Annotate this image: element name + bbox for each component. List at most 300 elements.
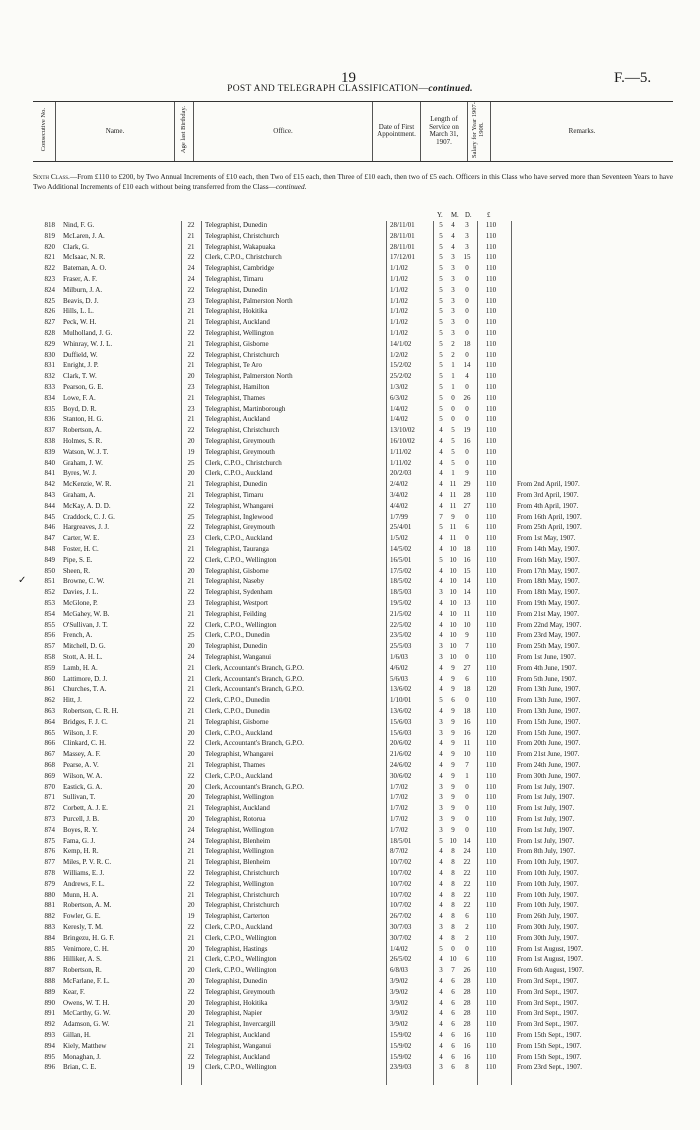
cell-no: 871: [44, 793, 55, 802]
cell-office: Clerk, C.P.O., Wellington: [205, 1063, 277, 1072]
cell-office: Clerk, C.P.O., Auckland: [205, 469, 273, 478]
cell-days: 0: [465, 458, 469, 467]
cell-no: 825: [44, 296, 55, 305]
cell-remarks: From 16th April, 1907.: [517, 512, 582, 521]
cell-days: 7: [465, 642, 469, 651]
cell-no: 863: [44, 707, 55, 715]
cell-remarks: From 13th June, 1907.: [517, 685, 581, 694]
cell-years: 5: [439, 242, 443, 251]
cell-office: Clerk, C.P.O., Auckland: [205, 923, 273, 931]
cell-days: 0: [465, 447, 469, 456]
cell-remarks: From 10th July, 1907.: [517, 869, 579, 877]
cell-age: 20: [187, 642, 195, 651]
cell-months: 11: [449, 480, 457, 489]
cell-date: 18/5/02: [390, 577, 412, 586]
cell-remarks: From 4th April, 1907.: [517, 501, 579, 510]
cell-days: 18: [463, 707, 471, 715]
cell-date: 1/6/03: [390, 653, 408, 661]
cell-years: 4: [439, 987, 443, 996]
cell-days: 0: [465, 512, 469, 521]
cell-days: 6: [465, 674, 469, 683]
cell-date: 13/6/02: [390, 685, 412, 694]
cell-remarks: From 3rd Sept., 1907.: [517, 977, 579, 985]
cell-age: 20: [187, 944, 195, 953]
cell-years: 5: [439, 836, 443, 845]
cell-date: 18/5/01: [390, 836, 412, 845]
cell-no: 873: [44, 815, 55, 823]
cell-name: Stott, A. H. L.: [63, 653, 103, 661]
cell-months: 3: [451, 285, 455, 294]
cell-name: Pearse, A. V.: [63, 761, 99, 769]
cell-days: 4: [465, 372, 469, 381]
cell-office: Telegraphist, Naseby: [205, 577, 264, 586]
cell-age: 22: [187, 285, 195, 294]
cell-office: Telegraphist, Christchurch: [205, 426, 280, 435]
cell-office: Clerk, C.P.O., Auckland: [205, 771, 273, 780]
cell-months: 10: [449, 836, 457, 845]
cell-no: 831: [44, 361, 55, 370]
cell-months: 0: [451, 404, 455, 413]
cell-years: 4: [439, 847, 443, 856]
cell-months: 10: [449, 653, 457, 661]
cell-remarks: From 25th May, 1907.: [517, 642, 580, 651]
cell-no: 855: [44, 620, 55, 629]
cell-no: 888: [44, 977, 55, 985]
header-no: Consecutive No.: [33, 102, 56, 162]
cell-no: 870: [44, 782, 55, 791]
cell-salary: 110: [485, 858, 497, 867]
cell-date: 17/12/01: [390, 253, 415, 262]
cell-office: Telegraphist, Greymouth: [205, 523, 275, 532]
cell-date: 3/9/02: [390, 977, 408, 985]
cell-months: 9: [451, 793, 455, 802]
cell-remarks: From 1st July, 1907.: [517, 804, 575, 813]
cell-age: 21: [187, 933, 195, 942]
cell-office: Clerk, C.P.O., Auckland: [205, 728, 273, 737]
cell-salary: 110: [485, 674, 497, 683]
cell-years: 3: [439, 804, 443, 813]
cell-years: 3: [439, 588, 443, 597]
cell-months: 6: [451, 1063, 455, 1072]
cell-age: 21: [187, 242, 195, 251]
cell-days: 0: [465, 653, 469, 661]
cell-office: Telegraphist, Westport: [205, 599, 268, 607]
cell-days: 22: [463, 901, 471, 910]
cell-date: 1/7/02: [390, 804, 408, 813]
cell-no: 834: [44, 393, 55, 402]
cell-office: Clerk, C.P.O., Dunedin: [205, 707, 270, 715]
cell-no: 839: [44, 447, 55, 456]
cell-remarks: From 18th May, 1907.: [517, 588, 580, 597]
cell-days: 26: [463, 393, 471, 402]
cell-age: 23: [187, 404, 195, 413]
cell-name: Bateman, A. O.: [63, 264, 107, 273]
cell-age: 20: [187, 793, 195, 802]
cell-name: Massey, A. F.: [63, 750, 101, 759]
cell-days: 11: [463, 739, 471, 748]
cell-name: Hilliker, A. S.: [63, 955, 102, 964]
cell-no: 891: [44, 1009, 55, 1018]
cell-name: Fama, G. J.: [63, 836, 96, 845]
cell-date: 3/4/02: [390, 491, 408, 499]
cell-remarks: From 14th May, 1907.: [517, 545, 580, 553]
cell-age: 21: [187, 609, 195, 618]
cell-age: 22: [187, 869, 195, 877]
cell-salary: 110: [485, 782, 497, 791]
cell-salary: 110: [485, 609, 497, 618]
cell-name: Duffield, W.: [63, 350, 98, 359]
cell-age: 21: [187, 1041, 195, 1050]
cell-remarks: From 19th May, 1907.: [517, 599, 580, 607]
cell-days: 8: [465, 1063, 469, 1072]
cell-office: Clerk, Accountant's Branch, G.P.O.: [205, 782, 304, 791]
cell-years: 5: [439, 350, 443, 359]
cell-office: Telegraphist, Cambridge: [205, 264, 275, 273]
cell-name: Bridges, F. J. C.: [63, 717, 108, 726]
cell-office: Telegraphist, Wakapuaka: [205, 242, 276, 251]
cell-months: 8: [451, 869, 455, 877]
cell-no: 850: [44, 566, 55, 575]
cell-salary: 110: [485, 761, 497, 769]
cell-age: 21: [187, 318, 195, 327]
cell-years: 4: [439, 491, 443, 499]
cell-date: 3/9/02: [390, 1020, 408, 1029]
cell-no: 887: [44, 966, 55, 975]
cell-name: Churches, T. A.: [63, 685, 107, 694]
cell-name: Stanton, H. G.: [63, 415, 104, 424]
cell-years: 4: [439, 912, 443, 921]
cell-salary: 110: [485, 977, 497, 985]
cell-office: Telegraphist, Blenheim: [205, 836, 271, 845]
cell-age: 24: [187, 825, 195, 834]
cell-salary: 110: [485, 912, 497, 921]
cell-name: Whinray, W. J. L.: [63, 339, 113, 348]
cell-name: Hargreaves, J. J.: [63, 523, 109, 532]
cell-age: 24: [187, 653, 195, 661]
cell-months: 5: [451, 458, 455, 467]
cell-years: 4: [439, 631, 443, 640]
cell-office: Clerk, C.P.O., Christchurch: [205, 458, 282, 467]
cell-days: 22: [463, 879, 471, 888]
cell-name: Kiely, Matthew: [63, 1041, 107, 1050]
cell-office: Clerk, C.P.O., Wellington: [205, 555, 277, 564]
cell-name: Owens, W. T. H.: [63, 998, 110, 1007]
cell-years: 5: [439, 231, 443, 240]
cell-no: 830: [44, 350, 55, 359]
cell-date: 25/4/01: [390, 523, 412, 532]
cell-days: 27: [463, 663, 471, 672]
cell-months: 5: [451, 447, 455, 456]
cell-no: 837: [44, 426, 55, 435]
cell-remarks: From 20th June, 1907.: [517, 739, 581, 748]
cell-office: Telegraphist, Hokitika: [205, 998, 268, 1007]
cell-months: 9: [451, 782, 455, 791]
cell-office: Telegraphist, Blenheim: [205, 858, 271, 867]
cell-office: Telegraphist, Greymouth: [205, 447, 275, 456]
cell-years: 4: [439, 977, 443, 985]
cell-name: Lattimore, D. J.: [63, 674, 108, 683]
cell-age: 21: [187, 480, 195, 489]
cell-days: 28: [463, 1020, 471, 1029]
cell-months: 9: [451, 685, 455, 694]
cell-salary: 110: [485, 350, 497, 359]
cell-years: 3: [439, 782, 443, 791]
cell-date: 1/7/02: [390, 793, 408, 802]
cell-date: 3/9/02: [390, 987, 408, 996]
cell-days: 28: [463, 987, 471, 996]
cell-no: 828: [44, 329, 55, 337]
cell-age: 22: [187, 555, 195, 564]
cell-date: 15/6/03: [390, 728, 412, 737]
cell-remarks: From 1st August, 1907.: [517, 955, 583, 964]
cell-office: Telegraphist, Sydenham: [205, 588, 273, 597]
cell-months: 9: [451, 804, 455, 813]
cell-date: 16/10/02: [390, 437, 415, 445]
cell-days: 11: [463, 609, 471, 618]
cell-name: Fraser, A. F.: [63, 275, 97, 283]
cell-remarks: From 30th June, 1907.: [517, 771, 581, 780]
cell-salary: 110: [485, 771, 497, 780]
cell-days: 14: [463, 836, 471, 845]
cell-no: 858: [44, 653, 55, 661]
cell-days: 0: [465, 383, 469, 391]
cell-name: Hills, L. L.: [63, 307, 94, 316]
cell-name: Watson, W. J. T.: [63, 447, 109, 456]
cell-date: 30/7/02: [390, 933, 412, 942]
cell-age: 21: [187, 307, 195, 316]
cell-age: 23: [187, 534, 195, 543]
cell-name: Kear, F.: [63, 987, 85, 996]
cell-salary: 110: [485, 944, 497, 953]
cell-no: 853: [44, 599, 55, 607]
cell-remarks: From 15th June, 1907.: [517, 717, 581, 726]
cell-salary: 120: [485, 685, 497, 694]
cell-salary: 110: [485, 1009, 497, 1018]
cell-date: 1/1/02: [390, 275, 408, 283]
cell-date: 1/11/02: [390, 447, 412, 456]
cell-no: 893: [44, 1031, 55, 1039]
cell-no: 842: [44, 480, 55, 489]
cell-days: 28: [463, 977, 471, 985]
cell-days: 29: [463, 480, 471, 489]
cell-salary: 110: [485, 825, 497, 834]
cell-office: Telegraphist, Dunedin: [205, 285, 268, 294]
cell-salary: 110: [485, 329, 497, 337]
cell-months: 3: [451, 329, 455, 337]
cell-months: 8: [451, 912, 455, 921]
cell-office: Telegraphist, Wellington: [205, 879, 274, 888]
cell-office: Clerk, Accountant's Branch, G.P.O.: [205, 685, 304, 694]
cell-no: 836: [44, 415, 55, 424]
cell-remarks: From 23rd May, 1907.: [517, 631, 581, 640]
cell-office: Telegraphist, Feilding: [205, 609, 267, 618]
cell-days: 15: [463, 253, 471, 262]
cell-salary: 110: [485, 534, 497, 543]
cell-no: 826: [44, 307, 55, 316]
cell-name: Brian, C. E.: [63, 1063, 97, 1072]
cell-years: 5: [439, 329, 443, 337]
cell-name: Keresly, T. M.: [63, 923, 103, 931]
cell-remarks: From 10th July, 1907.: [517, 901, 579, 910]
cell-days: 14: [463, 361, 471, 370]
cell-years: 3: [439, 642, 443, 651]
cell-no: 886: [44, 955, 55, 964]
cell-months: 2: [451, 350, 455, 359]
page-title: [0, 84, 700, 94]
cell-months: 8: [451, 879, 455, 888]
cell-years: 3: [439, 825, 443, 834]
cell-salary: 110: [485, 523, 497, 532]
cell-date: 4/6/02: [390, 663, 408, 672]
cell-name: Byres, W. J.: [63, 469, 97, 478]
cell-age: 23: [187, 383, 195, 391]
cell-days: 0: [465, 804, 469, 813]
cell-salary: 110: [485, 577, 497, 586]
cell-date: 15/6/03: [390, 717, 412, 726]
cell-no: 843: [44, 491, 55, 499]
cell-name: Mulholland, J. G.: [63, 329, 113, 337]
cell-salary: 110: [485, 793, 497, 802]
cell-office: Telegraphist, Thames: [205, 393, 266, 402]
cell-date: 22/5/02: [390, 620, 412, 629]
cell-date: 8/7/02: [390, 847, 408, 856]
cell-age: 22: [187, 771, 195, 780]
cell-salary: 110: [485, 653, 497, 661]
cell-no: 820: [44, 242, 55, 251]
cell-remarks: From 21st June, 1907.: [517, 750, 580, 759]
cell-days: 0: [465, 825, 469, 834]
cell-years: 4: [439, 609, 443, 618]
cell-days: 0: [465, 793, 469, 802]
cell-years: 5: [439, 221, 443, 229]
cell-name: Robertson, C. R. H.: [63, 707, 119, 715]
cell-date: 20/2/03: [390, 469, 412, 478]
cell-age: 22: [187, 350, 195, 359]
cell-office: Telegraphist, Dunedin: [205, 480, 268, 489]
cell-days: 0: [465, 944, 469, 953]
cell-name: Andrews, F. L.: [63, 879, 105, 888]
cell-name: O'Sullivan, J. T.: [63, 620, 108, 629]
cell-age: 20: [187, 437, 195, 445]
cell-years: 4: [439, 1009, 443, 1018]
cell-salary: 110: [485, 307, 497, 316]
cell-remarks: From 15th Sept., 1907.: [517, 1052, 582, 1061]
cell-name: Wilson, W. A.: [63, 771, 103, 780]
cell-office: Telegraphist, Martinborough: [205, 404, 286, 413]
cell-months: 4: [451, 221, 455, 229]
cell-remarks: From 3rd Sept., 1907.: [517, 1020, 579, 1029]
cell-months: 9: [451, 750, 455, 759]
cell-salary: 110: [485, 901, 497, 910]
cell-name: McGahey, W. B.: [63, 609, 110, 618]
cell-months: 9: [451, 707, 455, 715]
cell-age: 20: [187, 566, 195, 575]
cell-name: Peck, W. H.: [63, 318, 97, 327]
cell-name: Robertson, R.: [63, 966, 102, 975]
cell-months: 3: [451, 318, 455, 327]
cell-no: 859: [44, 663, 55, 672]
cell-age: 24: [187, 836, 195, 845]
cell-date: 28/11/01: [390, 221, 415, 229]
cell-no: 822: [44, 264, 55, 273]
cell-remarks: From 21st May, 1907.: [517, 609, 579, 618]
cell-no: 878: [44, 869, 55, 877]
cell-years: 4: [439, 933, 443, 942]
cell-age: 21: [187, 577, 195, 586]
cell-date: 1/4/02: [390, 944, 408, 953]
cell-days: 0: [465, 329, 469, 337]
cell-office: Telegraphist, Christchurch: [205, 869, 280, 877]
cell-days: 16: [463, 555, 471, 564]
cell-age: 25: [187, 512, 195, 521]
cell-no: 879: [44, 879, 55, 888]
cell-remarks: From 5th June, 1907.: [517, 674, 577, 683]
cell-days: 6: [465, 955, 469, 964]
cell-months: 9: [451, 815, 455, 823]
cell-salary: 110: [485, 242, 497, 251]
cell-years: 5: [439, 372, 443, 381]
cell-months: 10: [449, 555, 457, 564]
header-remarks: Remarks.: [491, 102, 674, 162]
cell-no: 857: [44, 642, 55, 651]
cell-name: Mitchell, D. G.: [63, 642, 106, 651]
header-salary: Salary for Year 1907-1908.: [468, 102, 491, 162]
cell-salary: 110: [485, 458, 497, 467]
cell-date: 21/6/02: [390, 750, 412, 759]
cell-age: 22: [187, 501, 195, 510]
cell-salary: 110: [485, 933, 497, 942]
cell-name: Clark, G.: [63, 242, 89, 251]
cell-years: 4: [439, 437, 443, 445]
cell-age: 25: [187, 458, 195, 467]
cell-salary: 110: [485, 1020, 497, 1029]
cell-no: 851: [44, 577, 55, 586]
cell-days: 14: [463, 577, 471, 586]
cell-office: Telegraphist, Hastings: [205, 944, 268, 953]
cell-no: 864: [44, 717, 55, 726]
cell-months: 8: [451, 901, 455, 910]
cell-office: Telegraphist, Christchurch: [205, 901, 280, 910]
cell-age: 19: [187, 912, 195, 921]
cell-age: 21: [187, 393, 195, 402]
cell-no: 840: [44, 458, 55, 467]
cell-age: 21: [187, 890, 195, 899]
cell-months: 11: [449, 523, 457, 532]
cell-days: 22: [463, 890, 471, 899]
cell-office: Telegraphist, Auckland: [205, 318, 270, 327]
cell-months: 9: [451, 512, 455, 521]
cell-date: 24/6/02: [390, 761, 412, 769]
cell-office: Telegraphist, Gisborne: [205, 717, 269, 726]
cell-no: 849: [44, 555, 55, 564]
cell-remarks: From 13th June, 1907.: [517, 707, 581, 715]
cell-age: 23: [187, 599, 195, 607]
cell-name: Pearson, G. E.: [63, 383, 104, 391]
cell-age: 22: [187, 426, 195, 435]
cell-years: 5: [439, 318, 443, 327]
cell-no: 872: [44, 804, 55, 813]
cell-name: Corbett, A. J. E.: [63, 804, 108, 813]
cell-no: 881: [44, 901, 55, 910]
cell-date: 1/1/02: [390, 318, 408, 327]
cell-age: 24: [187, 275, 195, 283]
cell-years: 4: [439, 890, 443, 899]
cell-age: 21: [187, 847, 195, 856]
cell-age: 20: [187, 901, 195, 910]
cell-months: 6: [451, 1052, 455, 1061]
cell-name: Williams, E. J.: [63, 869, 105, 877]
cell-no: 896: [44, 1063, 55, 1072]
